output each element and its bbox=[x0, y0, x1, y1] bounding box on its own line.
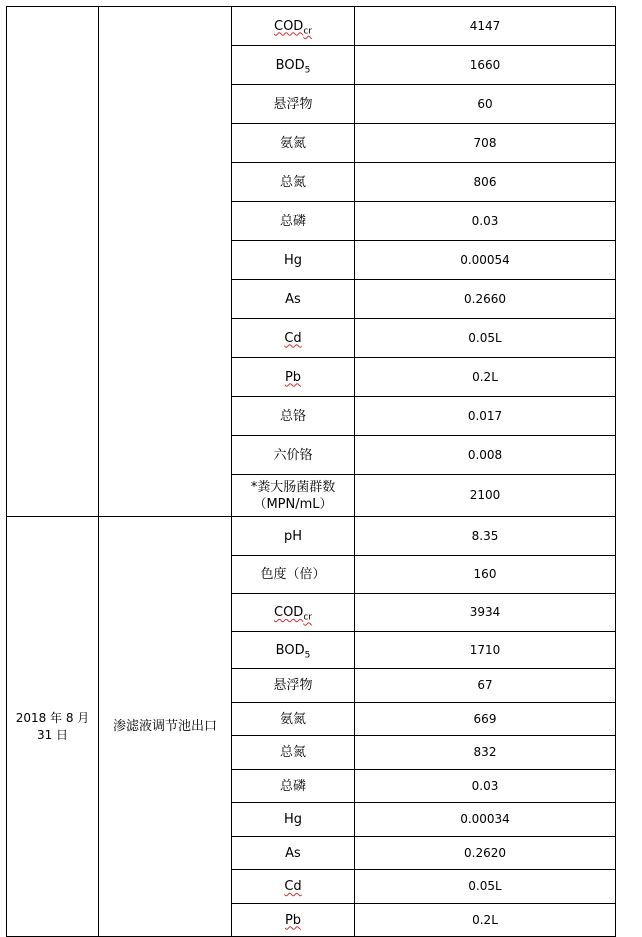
parameter-name: pH bbox=[283, 528, 303, 544]
parameter-cell bbox=[232, 837, 355, 870]
measured-value-cell bbox=[355, 556, 616, 594]
parameter-name: 总磷 bbox=[279, 213, 306, 229]
measured-value-cell bbox=[355, 319, 616, 358]
measured-value: 4147 bbox=[469, 18, 501, 33]
parameter-cell bbox=[232, 85, 355, 124]
parameter-cell bbox=[232, 803, 355, 837]
measured-value: 832 bbox=[473, 745, 497, 759]
parameter-name: BOD bbox=[275, 642, 305, 658]
measured-value-cell bbox=[355, 7, 616, 46]
parameter-cell bbox=[232, 904, 355, 937]
measured-value-cell bbox=[355, 517, 616, 556]
parameter-cell bbox=[232, 319, 355, 358]
parameter-cell bbox=[232, 163, 355, 202]
measured-value: 0.017 bbox=[467, 408, 503, 423]
parameter-cell bbox=[232, 202, 355, 241]
parameter-cell bbox=[232, 556, 355, 594]
parameter-name: As bbox=[285, 845, 301, 861]
parameter-cell bbox=[232, 397, 355, 436]
measured-value-cell bbox=[355, 837, 616, 870]
measured-value-cell bbox=[355, 358, 616, 397]
measured-value-cell bbox=[355, 770, 616, 803]
measured-value: 669 bbox=[473, 711, 497, 726]
measured-value-cell bbox=[355, 870, 616, 904]
measured-value-cell bbox=[355, 124, 616, 163]
parameter-cell bbox=[232, 7, 355, 46]
table-row bbox=[7, 517, 616, 556]
measured-value: 0.03 bbox=[471, 778, 499, 793]
parameter-name: 总氮 bbox=[279, 174, 306, 190]
parameter-name: Cd bbox=[284, 330, 302, 346]
parameter-name: COD bbox=[274, 18, 304, 34]
parameter-name: Hg bbox=[283, 812, 303, 827]
parameter-cell bbox=[232, 280, 355, 319]
measured-value: 2100 bbox=[469, 488, 501, 502]
measured-value: 67 bbox=[477, 678, 493, 692]
parameter-name: As bbox=[285, 291, 301, 307]
parameter-cell bbox=[232, 475, 355, 517]
measured-value-cell bbox=[355, 46, 616, 85]
measured-value: 0.2660 bbox=[464, 291, 506, 306]
measured-value: 708 bbox=[473, 135, 497, 150]
measured-value: 0.2L bbox=[472, 369, 498, 384]
parameter-name: 悬浮物 bbox=[273, 96, 313, 112]
measured-value: 1710 bbox=[469, 642, 501, 657]
parameter-name: 氨氮 bbox=[279, 135, 306, 151]
measured-value: 0.2L bbox=[472, 912, 498, 927]
measured-value: 0.05L bbox=[468, 879, 502, 893]
measured-value: 160 bbox=[473, 567, 497, 581]
parameter-name: Pb bbox=[284, 912, 302, 928]
measured-value: 0.00054 bbox=[460, 252, 510, 267]
parameter-cell bbox=[232, 241, 355, 280]
measured-value: 0.00034 bbox=[460, 812, 510, 826]
parameter-name: 总氮 bbox=[279, 745, 306, 760]
measured-value: 0.03 bbox=[471, 213, 499, 228]
measured-value-cell bbox=[355, 594, 616, 632]
sampling-location: 渗滤液调节池出口 bbox=[112, 719, 217, 734]
sampling-date-cell bbox=[7, 517, 99, 937]
parameter-cell bbox=[232, 517, 355, 556]
parameter-unit: （MPN/mL） bbox=[253, 496, 333, 512]
parameter-cell bbox=[232, 46, 355, 85]
measured-value-cell bbox=[355, 475, 616, 517]
sampling-location-cell bbox=[99, 7, 232, 517]
parameter-cell bbox=[232, 770, 355, 803]
parameter-cell bbox=[232, 632, 355, 669]
monitoring-table-body bbox=[7, 7, 616, 937]
parameter-name: 悬浮物 bbox=[273, 678, 313, 693]
parameter-cell bbox=[232, 669, 355, 703]
parameter-cell bbox=[232, 358, 355, 397]
measured-value: 0.2620 bbox=[464, 845, 506, 860]
measured-value: 8.35 bbox=[471, 528, 499, 543]
measured-value: 1660 bbox=[469, 57, 501, 72]
parameter-name: Pb bbox=[284, 369, 302, 385]
measured-value: 806 bbox=[473, 174, 497, 189]
parameter-subscript: 5 bbox=[304, 65, 311, 76]
measured-value-cell bbox=[355, 632, 616, 669]
measured-value-cell bbox=[355, 163, 616, 202]
measured-value-cell bbox=[355, 703, 616, 736]
parameter-subscript: cr bbox=[303, 612, 312, 623]
measured-value: 3934 bbox=[469, 605, 501, 619]
measured-value: 60 bbox=[477, 96, 493, 111]
parameter-cell bbox=[232, 436, 355, 475]
measured-value-cell bbox=[355, 397, 616, 436]
parameter-name: 色度（倍） bbox=[260, 567, 326, 582]
parameter-name: Cd bbox=[284, 879, 302, 894]
measured-value: 0.05L bbox=[468, 330, 502, 345]
parameter-cell bbox=[232, 124, 355, 163]
parameter-cell bbox=[232, 703, 355, 736]
measured-value-cell bbox=[355, 241, 616, 280]
parameter-name: 六价铬 bbox=[273, 447, 313, 463]
parameter-cell bbox=[232, 736, 355, 770]
sampling-location-cell bbox=[99, 517, 232, 937]
parameter-name: 总磷 bbox=[279, 778, 306, 794]
measured-value-cell bbox=[355, 669, 616, 703]
measured-value-cell bbox=[355, 202, 616, 241]
sampling-date: 2018 年 8 月 31 日 bbox=[15, 710, 90, 742]
measured-value-cell bbox=[355, 436, 616, 475]
measured-value-cell bbox=[355, 736, 616, 770]
parameter-name: BOD bbox=[275, 57, 305, 73]
parameter-name: *粪大肠菌群数 bbox=[250, 479, 336, 495]
measured-value-cell bbox=[355, 803, 616, 837]
parameter-name: Hg bbox=[283, 252, 303, 268]
measured-value: 0.008 bbox=[467, 447, 503, 462]
parameter-name: 总铬 bbox=[279, 408, 306, 424]
measured-value-cell bbox=[355, 904, 616, 937]
parameter-cell bbox=[232, 870, 355, 904]
parameter-cell bbox=[232, 594, 355, 632]
table-row bbox=[7, 7, 616, 46]
parameter-subscript: cr bbox=[303, 26, 312, 37]
monitoring-table bbox=[6, 6, 616, 937]
measured-value-cell bbox=[355, 85, 616, 124]
parameter-subscript: 5 bbox=[304, 650, 311, 661]
measured-value-cell bbox=[355, 280, 616, 319]
parameter-name: 氨氮 bbox=[279, 711, 306, 727]
sampling-date-cell bbox=[7, 7, 99, 517]
parameter-name: COD bbox=[274, 605, 304, 620]
